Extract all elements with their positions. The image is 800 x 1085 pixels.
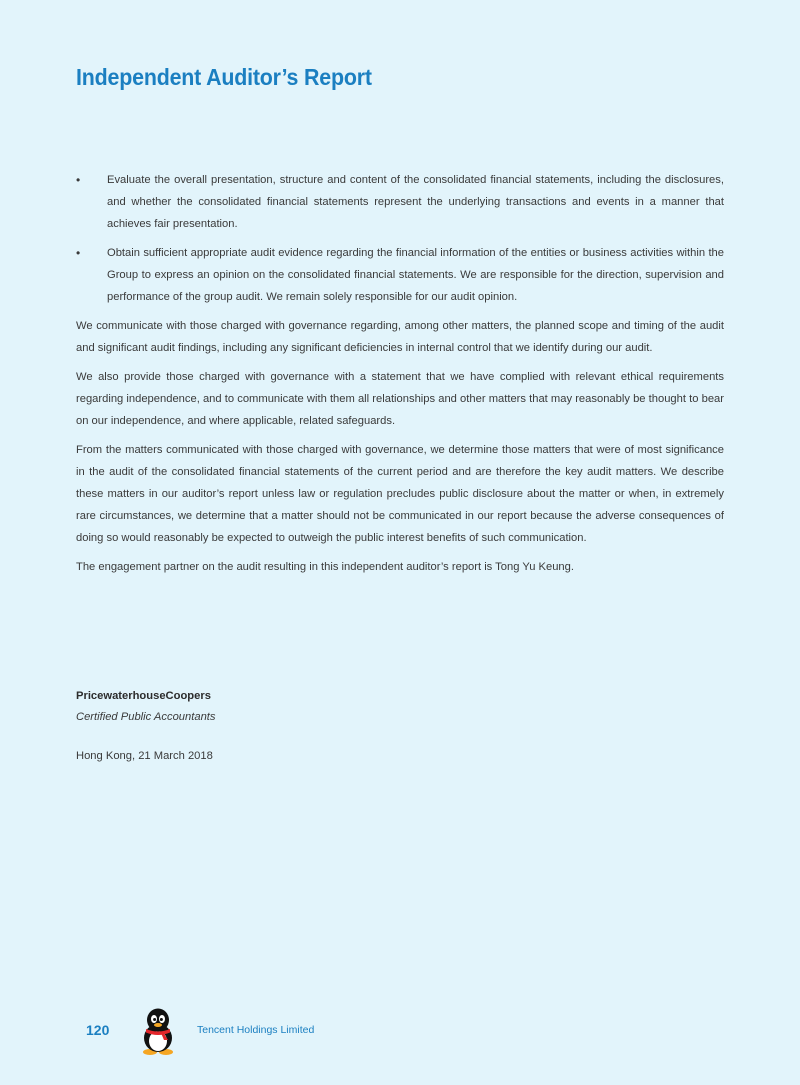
bullet-text: Obtain sufficient appropriate audit evidence regarding the financial information of the entities or business activities within the Group to express an opinion on the consolidated financial statements. We are responsible for the direction, supervision and performance of the group audit. We remain solely responsible for our audit opinion. (107, 247, 724, 303)
penguin-mascot-icon (138, 1007, 178, 1055)
paragraph: We communicate with those charged with governance regarding, among other matters, the planned scope and timing of the audit and significant audit findings, including any significant deficiencies in internal control that we identify during our audit. (76, 320, 724, 354)
place-date: Hong Kong, 21 March 2018 (76, 750, 213, 762)
page-number: 120 (86, 1022, 110, 1038)
bullet-marker: • (76, 246, 81, 260)
page-title: Independent Auditor’s Report (76, 64, 372, 90)
paragraph: From the matters communicated with those charged with governance, we determine those matters that were of most significance in the audit of the consolidated financial statements of the current period and are therefore the key audit matters. We describe these matters in our auditor’s report unless law or regulation precludes public disclosure about the matter or when, in extremely rare circumstances, we determine that a matter should not be communicated in our report because the adverse consequences of doing so would reasonably be expected to outweigh the public interest benefits of such communication. (76, 444, 724, 544)
bullet-marker: • (76, 173, 81, 187)
report-body (76, 169, 724, 585)
paragraph: We also provide those charged with governance with a statement that we have complied with relevant ethical requirements regarding independence, and to communicate with them all relationships and other matters that may reasonably be thought to bear on our independence, and where applicable, related safeguards. (76, 371, 724, 427)
signature-block (76, 686, 216, 767)
firm-role: Certified Public Accountants (76, 711, 216, 723)
firm-name: PricewaterhouseCoopers (76, 690, 211, 702)
bullet-item (76, 242, 724, 308)
bullet-item (76, 169, 724, 235)
company-name: Tencent Holdings Limited (197, 1024, 315, 1036)
bullet-text: Evaluate the overall presentation, structure and content of the consolidated financial statements, including the disclosures, and whether the consolidated financial statements represent the underlying transactions and events in a manner that achieves fair presentation. (107, 174, 724, 230)
paragraph: The engagement partner on the audit resulting in this independent auditor’s report is Tong Yu Keung. (76, 561, 574, 573)
